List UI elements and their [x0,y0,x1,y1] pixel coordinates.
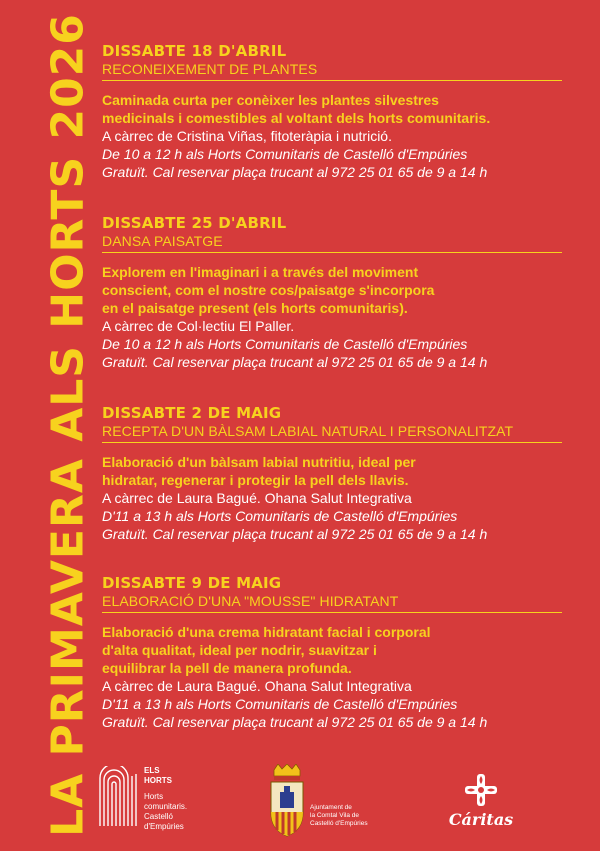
horts-logo-line: Castelló [144,812,173,821]
event-block [102,214,562,371]
ajuntament-logo-text [310,804,400,828]
event-description-line: medicinals i comestibles al voltant dels horts comunitaris. [102,110,491,126]
event-schedule: De 10 a 12 h als Horts Comunitaris de Castelló d'Empúries [102,146,468,162]
event-description-line: Explorem en l'imaginari i a través del moviment [102,264,419,280]
event-description-line: Caminada curta per conèixer les plantes silvestres [102,92,439,108]
footer-logos [0,760,600,840]
event-date: DISSABTE 2 DE MAIG [102,404,282,422]
event-name: ELABORACIÓ D'UNA "MOUSSE" HIDRATANT [102,592,562,613]
coat-of-arms-icon [266,764,308,840]
event-led-by: A càrrec de Laura Bagué. Ohana Salut Integrativa [102,678,412,694]
event-description-line: equilibrar la pell de manera profunda. [102,660,352,676]
ajuntament-logo [266,764,396,840]
event-date: DISSABTE 9 DE MAIG [102,574,282,592]
event-schedule: D'11 a 13 h als Horts Comunitaris de Castelló d'Empúries [102,696,458,712]
ajuntament-logo-line: Ajuntament de [310,804,352,811]
event-name: DANSA PAISATGE [102,232,562,253]
event-booking: Gratuït. Cal reservar plaça trucant al 972 25 01 65 de 9 a 14 h [102,354,488,370]
event-schedule: D'11 a 13 h als Horts Comunitaris de Castelló d'Empúries [102,508,458,524]
poster-title: LA PRIMAVERA ALS HORTS 2026 [42,13,94,837]
horts-logo-text [144,766,187,832]
event-booking: Gratuït. Cal reservar plaça trucant al 972 25 01 65 de 9 a 14 h [102,526,488,542]
ajuntament-logo-line: Castelló d'Empúries [310,820,368,827]
event-led-by: A càrrec de Col·lectiu El Paller. [102,318,295,334]
caritas-cross-icon [463,772,499,808]
horts-logo-line: ELS [144,766,160,775]
event-led-by: A càrrec de Cristina Viñas, fitoteràpia i nutrició. [102,128,392,144]
event-booking: Gratuït. Cal reservar plaça trucant al 972 25 01 65 de 9 a 14 h [102,164,488,180]
event-date: DISSABTE 18 D'ABRIL [102,42,287,60]
event-description-line: hidratar, regenerar i protegir la pell dels llavis. [102,472,409,488]
horts-logo-line: Horts [144,792,164,801]
els-horts-logo [98,766,218,830]
event-block [102,404,562,543]
event-block [102,42,562,181]
caritas-logo [436,772,526,836]
event-booking: Gratuït. Cal reservar plaça trucant al 972 25 01 65 de 9 a 14 h [102,714,488,730]
event-name: RECEPTA D'UN BÀLSAM LABIAL NATURAL I PERSONALITZAT [102,422,562,443]
event-led-by: A càrrec de Laura Bagué. Ohana Salut Integrativa [102,490,412,506]
event-date: DISSABTE 25 D'ABRIL [102,214,287,232]
event-description-line: Elaboració d'una crema hidratant facial i corporal [102,624,431,640]
horts-logo-line: d'Empúries [144,822,184,831]
event-description-line: en el paisatge present (els horts comunitaris). [102,300,408,316]
event-block [102,574,562,731]
event-description-line: conscient, com el nostre cos/paisatge s'incorpora [102,282,435,298]
horts-lines-icon [98,766,138,826]
horts-logo-line: comunitaris. [144,802,188,811]
ajuntament-logo-line: la Comtal Vila de [310,812,360,819]
caritas-name: Cáritas [448,810,514,829]
event-name: RECONEIXEMENT DE PLANTES [102,60,562,81]
event-description-line: Elaboració d'un bàlsam labial nutritiu, ideal per [102,454,416,470]
horts-logo-line: HORTS [144,776,172,785]
event-description-line: d'alta qualitat, ideal per nodrir, suavitzar i [102,642,377,658]
event-schedule: De 10 a 12 h als Horts Comunitaris de Castelló d'Empúries [102,336,468,352]
